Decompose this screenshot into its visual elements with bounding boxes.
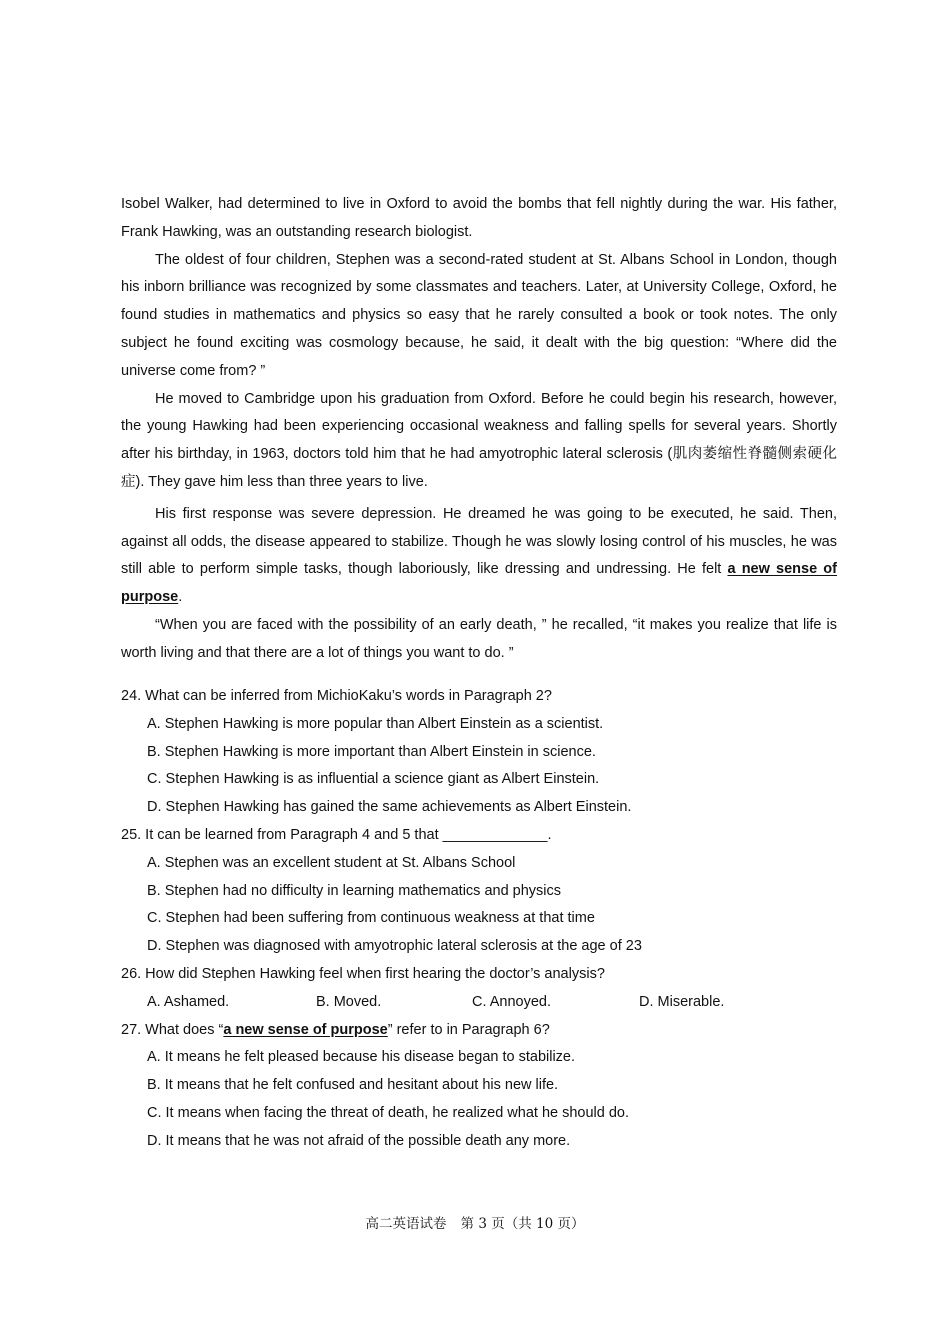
paragraph-4-end: .: [178, 589, 183, 606]
question-26-option-a: A. Ashamed.: [147, 993, 230, 1010]
question-26-option-b: B. Moved.: [316, 993, 382, 1010]
passage-paragraph-1: Isobel Walker, had determined to live in Oxford to avoid the bombs that fell nightly during the war. His father, Frank Hawking, was an outstanding research biologist.: [121, 196, 837, 240]
passage-paragraph-3: He moved to Cambridge upon his graduation from Oxford. Before he could begin his research, however, the young Hawking had been experiencing occasional weakness and falling spells for several years. Shortly after his birthday, in 1963, doctors told him that he had amyotrophic lateral sclerosis (肌肉萎缩性脊髓侧索硬化症). They gave him less than three years to live.: [121, 390, 837, 490]
paragraph-4-text: His first response was severe depression. He dreamed he was going to be executed, he said. Then, against all odds, the disease appeared to stabilize. Though he was slowly losing control of his muscles, he was still able to perform simple tasks, though laboriously, like dressing and undressing. He felt: [121, 505, 837, 578]
question-27-option-c: C. It means when facing the threat of death, he realized what he should do.: [147, 1104, 630, 1121]
question-26-option-c: C. Annoyed.: [472, 993, 551, 1010]
question-27-stem-start: 27. What does “: [121, 1021, 224, 1038]
question-26-option-d: D. Miserable.: [639, 993, 725, 1010]
question-24-stem: 24. What can be inferred from MichioKaku’s words in Paragraph 2?: [121, 688, 552, 704]
question-24-option-d: D. Stephen Hawking has gained the same achievements as Albert Einstein.: [147, 799, 632, 816]
footer-page-number: 第 3 页（共 10 页）: [460, 1216, 585, 1232]
question-27-stem: [121, 1017, 837, 1045]
passage-paragraph-4: [121, 501, 837, 612]
question-27-option-a: A. It means he felt pleased because his disease began to stabilize.: [147, 1049, 576, 1066]
passage-paragraph-5: “When you are faced with the possibility of an early death, ” he recalled, “it makes you realize that life is worth living and that there are a lot of things you want to do. ”: [121, 616, 837, 661]
reading-passage: [121, 191, 837, 668]
question-25-option-d: D. Stephen was diagnosed with amyotrophic lateral sclerosis at the age of 23: [147, 938, 642, 955]
question-24-option-b: B. Stephen Hawking is more important than Albert Einstein in science.: [147, 743, 596, 760]
passage-paragraph-2: The oldest of four children, Stephen was a second-rated student at St. Albans School in London, though his inborn brilliance was recognized by some classmates and teachers. Later, at University College, Oxford, he found studies in mathematics and physics so easy that he rarely consulted a book or took notes. The only subject he found exciting was cosmology because, he said, it dealt with the big question: “Where did the universe come from? ”: [121, 251, 837, 379]
question-25-stem: 25. It can be learned from Paragraph 4 and 5 that _____________.: [121, 826, 552, 843]
question-25-option-c: C. Stephen had been suffering from continuous weakness at that time: [147, 910, 595, 927]
question-26-stem: 26. How did Stephen Hawking feel when first hearing the doctor’s analysis?: [121, 965, 605, 982]
page-footer: [0, 1212, 950, 1232]
question-27-emphasized-phrase: a new sense of purpose: [223, 1021, 388, 1038]
question-26-options: [147, 989, 837, 1017]
question-27-stem-end: ” refer to in Paragraph 6?: [387, 1021, 550, 1038]
question-24-option-c: C. Stephen Hawking is as influential a science giant as Albert Einstein.: [147, 771, 600, 788]
question-27-option-b: B. It means that he felt confused and hesitant about his new life.: [147, 1077, 559, 1094]
question-24-option-a: A. Stephen Hawking is more popular than Albert Einstein as a scientist.: [147, 715, 604, 732]
emphasized-phrase: a new sense of purpose: [121, 561, 837, 606]
question-list: [121, 683, 837, 1156]
question-27-option-d: D. It means that he was not afraid of the possible death any more.: [147, 1132, 571, 1149]
footer-exam-title: 高二英语试卷: [365, 1216, 447, 1232]
question-25-option-a: A. Stephen was an excellent student at St. Albans School: [147, 854, 516, 871]
question-25-option-b: B. Stephen had no difficulty in learning mathematics and physics: [147, 882, 562, 899]
